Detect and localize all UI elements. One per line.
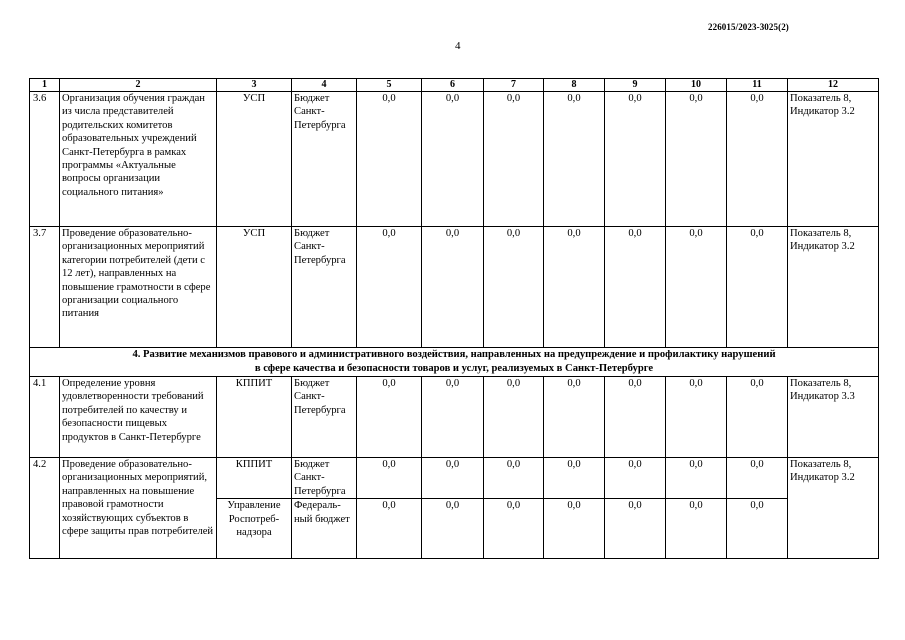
item-funding-source: Бюджет Санкт-Петербурга: [292, 377, 357, 458]
item-value: 0,0: [357, 499, 422, 559]
section-heading-line: 4. Развитие механизмов правового и административного воздействия, направленных на предупреждение и профилактику нарушений: [132, 349, 776, 360]
col-header: 4: [292, 79, 357, 92]
program-table: [29, 78, 879, 559]
item-value: 0,0: [484, 227, 544, 348]
item-value: 0,0: [484, 92, 544, 227]
item-executor: КППИТ: [217, 458, 292, 499]
item-funding-source: Бюджет Санкт-Петербурга: [292, 92, 357, 227]
item-value: 0,0: [357, 377, 422, 458]
item-value: 0,0: [544, 458, 605, 499]
item-executor: УСП: [217, 92, 292, 227]
item-description: Определение уровня удовлетворенности требований потребителей по качеству и безопасности пищевых продуктов в Санкт-Петербурге: [60, 377, 217, 458]
table-row: [30, 458, 879, 499]
col-header: 6: [422, 79, 484, 92]
col-header: 1: [30, 79, 60, 92]
item-value: 0,0: [666, 92, 727, 227]
col-header: 2: [60, 79, 217, 92]
item-value: 0,0: [605, 227, 666, 348]
item-value: 0,0: [666, 227, 727, 348]
item-value: 0,0: [605, 377, 666, 458]
item-funding-source: Федераль-ный бюджет: [292, 499, 357, 559]
item-value: 0,0: [605, 458, 666, 499]
table-row: [30, 92, 879, 227]
item-indicator: Показатель 8, Индикатор 3.3: [788, 377, 879, 458]
item-value: 0,0: [666, 377, 727, 458]
item-value: 0,0: [605, 92, 666, 227]
item-value: 0,0: [727, 499, 788, 559]
col-header: 10: [666, 79, 727, 92]
section-heading-row: [30, 348, 879, 377]
item-value: 0,0: [484, 377, 544, 458]
item-value: 0,0: [727, 92, 788, 227]
item-value: 0,0: [357, 458, 422, 499]
section-heading-line: в сфере качества и безопасности товаров и услуг, реализуемых в Санкт-Петербурге: [254, 363, 654, 374]
item-value: 0,0: [357, 92, 422, 227]
item-description: Проведение образовательно-организационных мероприятий, направленных на повышение правовой грамотности хозяйствующих субъектов в сфере защиты прав потребителей: [60, 458, 217, 559]
table-row: [30, 227, 879, 348]
item-value: 0,0: [422, 499, 484, 559]
item-value: 0,0: [422, 377, 484, 458]
item-value: 0,0: [605, 499, 666, 559]
item-executor: КППИТ: [217, 377, 292, 458]
item-description: Организация обучения граждан из числа представителей родительских комитетов образовательных учреждений Санкт-Петербурга в рамках программы «Актуальные вопросы организации социального питания»: [60, 92, 217, 227]
col-header: 9: [605, 79, 666, 92]
col-header: 7: [484, 79, 544, 92]
item-description: Проведение образовательно-организационных мероприятий категории потребителей (дети с 12 лет), направленных на повышение грамотности в сфере организации социального питания: [60, 227, 217, 348]
item-executor: УСП: [217, 227, 292, 348]
document-number: 226015/2023-3025(2): [708, 22, 789, 32]
item-value: 0,0: [484, 499, 544, 559]
col-header: 8: [544, 79, 605, 92]
col-header: 12: [788, 79, 879, 92]
item-value: 0,0: [422, 458, 484, 499]
page-number: 4: [455, 40, 461, 52]
item-value: 0,0: [544, 499, 605, 559]
item-indicator: Показатель 8, Индикатор 3.2: [788, 458, 879, 559]
item-number: 3.6: [30, 92, 60, 227]
table-row: [30, 377, 879, 458]
item-value: 0,0: [484, 458, 544, 499]
item-value: 0,0: [666, 499, 727, 559]
item-number: 4.2: [30, 458, 60, 559]
item-funding-source: Бюджет Санкт-Петербурга: [292, 458, 357, 499]
item-indicator: Показатель 8, Индикатор 3.2: [788, 92, 879, 227]
item-executor: Управление Роспотреб-надзора: [217, 499, 292, 559]
section-heading: [30, 348, 879, 377]
item-value: 0,0: [544, 377, 605, 458]
item-value: 0,0: [727, 377, 788, 458]
col-header: 11: [727, 79, 788, 92]
column-number-row: [30, 79, 879, 92]
item-value: 0,0: [544, 92, 605, 227]
item-indicator: Показатель 8, Индикатор 3.2: [788, 227, 879, 348]
item-value: 0,0: [544, 227, 605, 348]
item-number: 4.1: [30, 377, 60, 458]
item-funding-source: Бюджет Санкт-Петербурга: [292, 227, 357, 348]
item-value: 0,0: [422, 227, 484, 348]
item-number: 3.7: [30, 227, 60, 348]
item-value: 0,0: [666, 458, 727, 499]
item-value: 0,0: [357, 227, 422, 348]
col-header: 3: [217, 79, 292, 92]
item-value: 0,0: [727, 227, 788, 348]
col-header: 5: [357, 79, 422, 92]
item-value: 0,0: [727, 458, 788, 499]
item-value: 0,0: [422, 92, 484, 227]
